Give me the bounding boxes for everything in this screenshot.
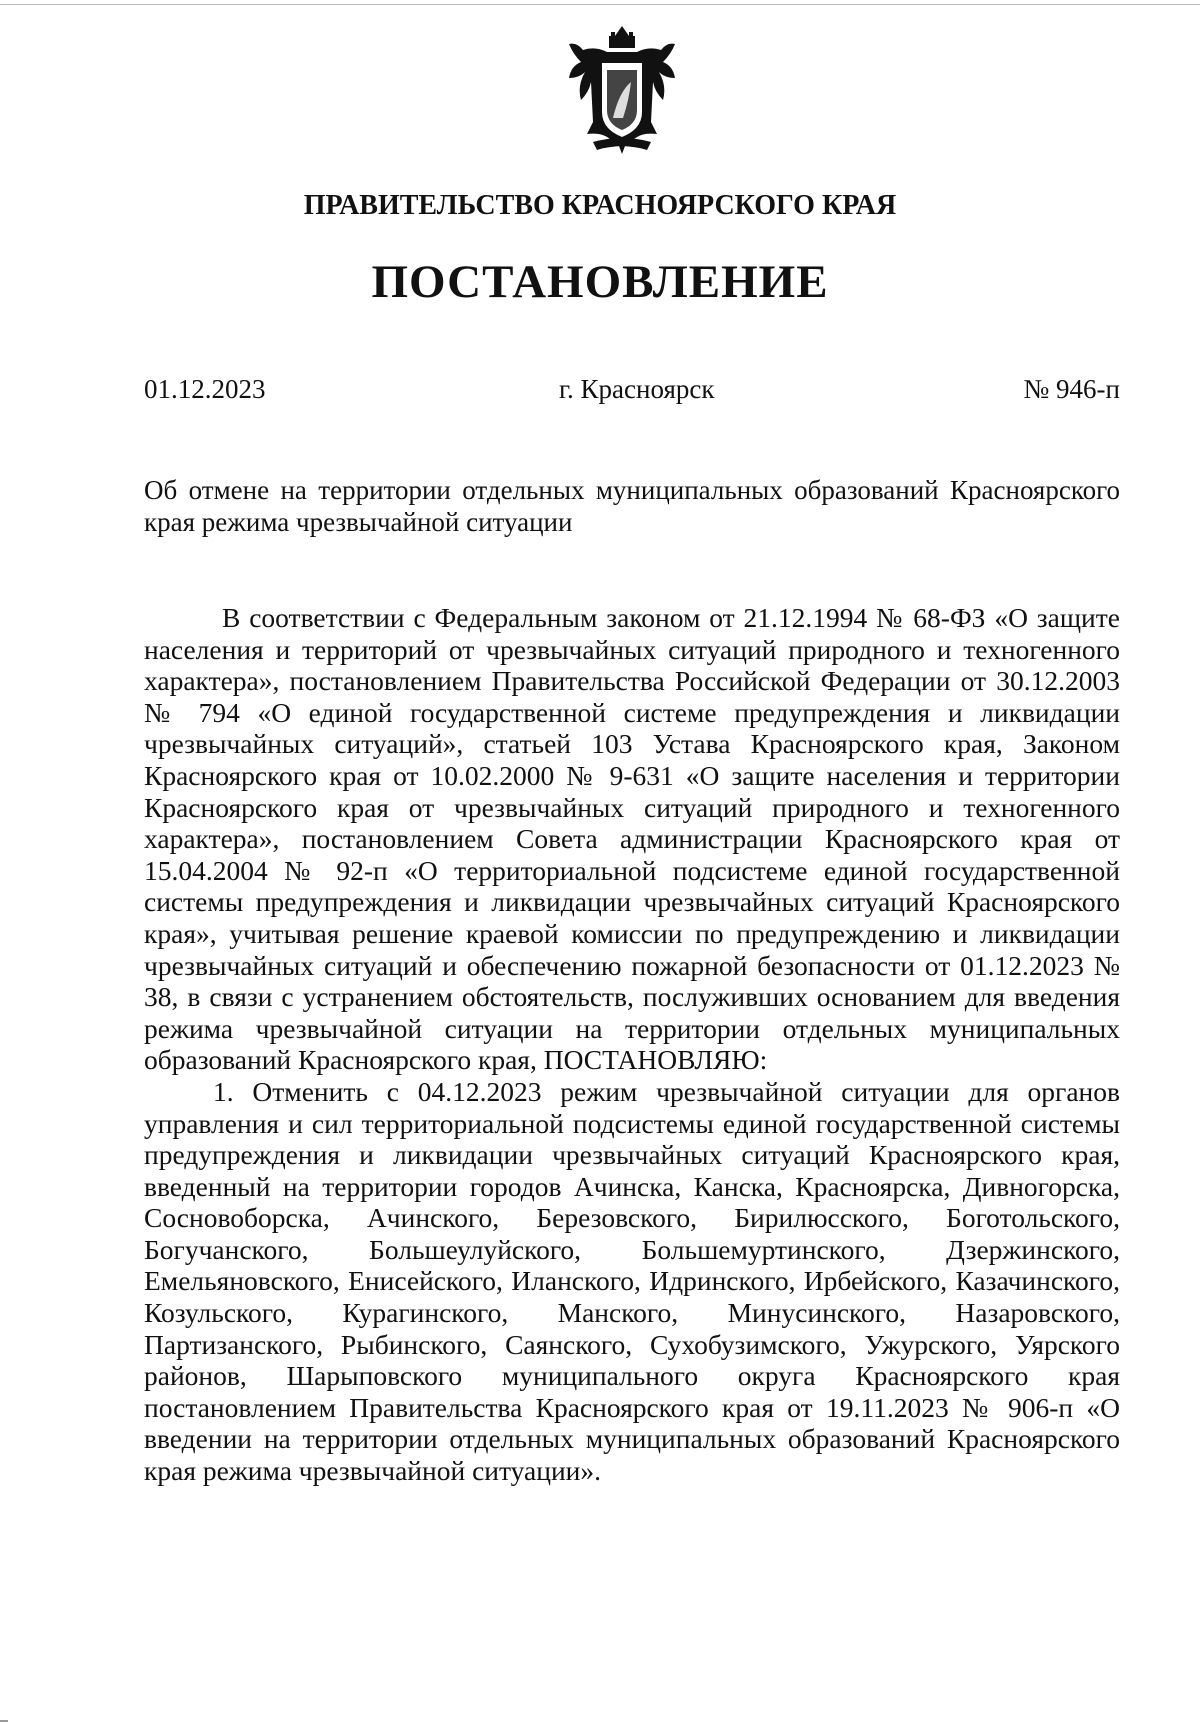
document-city: г. Красноярск bbox=[559, 374, 715, 404]
item-1-paragraph: 1. Отменить с 04.12.2023 режим чрезвычайной ситуации для органов управления и сил территориальной подсистемы единой государственной системы предупреждения и ликвидации чрезвычайных ситуаций Красноярского края, введенный на территории городов Ачинска, Канска, Красноярска, Дивногорска, Сосновоборска, Ачинского, Березовского, Бирилюсского, Боготольского, Богучанского, Большеулуйского, Большемуртинского, Дзержинского, Емельяновского, Енисейского, Иланского, Идринского, Ирбейского, Казачинского, Козульского, Курагинского, Манского, Минусинского, Назаровского, Партизанского, Рыбинского, Саянского, Сухобузимского, Ужурского, Уярского районов, Шарыповского муниципального округа Красноярского края постановлением Правительства Красноярского края от 19.11.2023 № 906-п «О введении на территории отдельных муниципальных образований Красноярского края режима чрезвычайной ситуации». bbox=[144, 1075, 1120, 1487]
document-number: № 946-п bbox=[1023, 374, 1120, 404]
document-type: ПОСТАНОВЛЕНИЕ bbox=[371, 256, 829, 308]
document-date: 01.12.2023 bbox=[144, 374, 266, 404]
scan-edge-line bbox=[0, 4, 1200, 5]
document-body bbox=[144, 602, 1120, 1487]
document-subject: Об отмене на территории отдельных муниципальных образований Красноярского края режима чрезвычайной ситуации bbox=[144, 475, 1120, 537]
coat-of-arms-icon bbox=[563, 22, 681, 160]
preamble-paragraph: В соответствии с Федеральным законом от 21.12.1994 № 68-ФЗ «О защите населения и территорий от чрезвычайных ситуаций природного и техногенного характера», постановлением Правительства Российской Федерации от 30.12.2003 № 794 «О единой государственной системе предупреждения и ликвидации чрезвычайных ситуаций», статьей 103 Устава Красноярского края, Законом Красноярского края от 10.02.2000 № 9-631 «О защите населения и территории Красноярского края от чрезвычайных ситуаций природного и техногенного характера», постановлением Совета администрации Красноярского края от 15.04.2004 № 92-п «О территориальной подсистеме единой государственной системы предупреждения и ликвидации чрезвычайных ситуаций Красноярского края», учитывая решение краевой комиссии по предупреждению и ликвидации чрезвычайных ситуаций и обеспечению пожарной безопасности от 01.12.2023 № 38, в связи с устранением обстоятельств, послуживших основанием для введения режима чрезвычайной ситуации на территории отдельных муниципальных образований Красноярского края, ПОСТАНОВЛЯЮ: bbox=[144, 602, 1120, 1076]
organization-name: ПРАВИТЕЛЬСТВО КРАСНОЯРСКОГО КРАЯ bbox=[303, 190, 897, 221]
